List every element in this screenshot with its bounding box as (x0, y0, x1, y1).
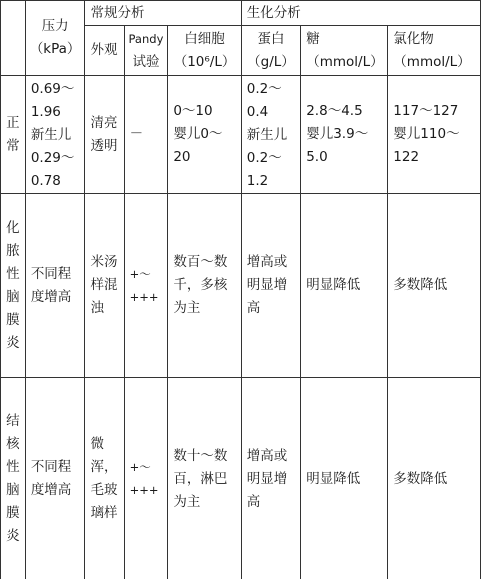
row-label (1, 76, 26, 194)
cell-line: 0.2～ (246, 150, 282, 166)
cell-line: 数百～数 (173, 254, 228, 270)
cell-line: 正 (6, 114, 20, 131)
cell-line: 5.0 (306, 149, 328, 165)
cell-line: 炎 (6, 528, 20, 544)
cell-line: 化 (6, 219, 20, 236)
cell-line: 璃样 (90, 505, 118, 521)
cell-sugar (301, 76, 388, 194)
table-row-normal (1, 76, 481, 194)
cell-line: － (129, 126, 144, 142)
cell-sugar (301, 194, 388, 378)
cell-line: 炎 (6, 334, 20, 351)
cell-line: 透明 (90, 137, 118, 154)
cell-line: 浑， (90, 459, 118, 475)
cell-line: 为主 (173, 300, 201, 316)
cell-line: 0.4 (246, 104, 269, 120)
cell-line: 新生儿 (246, 127, 288, 143)
cell-line: +++ (129, 483, 159, 497)
cell-chloride (388, 76, 481, 194)
cell-line: 20 (173, 149, 191, 165)
header-pandy-test: 试验 (132, 53, 160, 70)
cell-line: 高 (246, 300, 261, 316)
cell-line: 核 (6, 436, 20, 452)
header-routine-group: 常规分析 (85, 1, 241, 26)
header-appearance: 外观 (85, 26, 124, 76)
cell-line: 性 (6, 459, 20, 475)
cell-line: 脑 (6, 482, 20, 498)
cell-appearance (85, 194, 124, 378)
cell-chloride (388, 194, 481, 378)
header-sugar-unit: （mmol/L） (306, 53, 384, 70)
cell-protein (241, 378, 300, 579)
cell-chloride (388, 378, 481, 579)
header-chloride-name: 氯化物 (393, 30, 434, 47)
cell-wbc (168, 378, 241, 579)
header-wbc-name: 白细胞 (184, 30, 225, 47)
cell-line: 1.96 (30, 104, 61, 120)
cell-line: 122 (393, 149, 420, 165)
cell-line: 1.2 (246, 173, 269, 189)
cell-line: 多数降低 (393, 277, 448, 293)
header-chloride (388, 26, 481, 76)
cell-line: 2.8～4.5 (306, 103, 363, 119)
cell-line: 婴儿0～ (173, 126, 223, 142)
cell-line: 浊 (90, 300, 104, 316)
cell-line: +++ (129, 289, 159, 304)
cell-line: 微 (90, 436, 104, 452)
cell-line: 明显降低 (306, 470, 361, 487)
cell-line: 结 (6, 413, 20, 429)
cell-line: 增高或 (246, 447, 288, 464)
cell-wbc (168, 194, 241, 378)
cell-wbc (168, 76, 241, 194)
header-pandy (124, 26, 168, 76)
cell-line: 膜 (6, 311, 20, 328)
cell-line: 脓 (6, 242, 20, 259)
row-label (1, 378, 26, 579)
header-pressure-title: 压力 (41, 18, 69, 34)
cell-line: 0～10 (173, 103, 213, 119)
header-protein-name: 蛋白 (257, 30, 285, 47)
cell-line: 样混 (90, 277, 118, 293)
header-wbc (168, 26, 241, 76)
cell-line: 婴儿3.9～ (306, 126, 369, 142)
cell-line: 米汤 (90, 254, 118, 270)
cell-pandy (124, 194, 168, 378)
table-row-tuberculous (1, 378, 481, 579)
cell-line: 百，淋巴 (173, 470, 228, 487)
header-wbc-unit: （10⁶/L） (173, 53, 236, 70)
cell-line: 多数降低 (393, 470, 448, 487)
header-sugar-name: 糖 (306, 30, 320, 47)
cell-line: 明显增 (246, 470, 288, 487)
cell-line: +～ (129, 460, 151, 474)
cell-line: 0.78 (30, 173, 61, 189)
cell-pandy (124, 76, 168, 194)
header-group-row (1, 1, 481, 26)
header-pressure (25, 1, 85, 76)
cell-pressure (25, 378, 85, 579)
cell-line: 常 (6, 137, 20, 154)
cell-line: 明显降低 (306, 277, 361, 293)
cell-line: 0.2～ (246, 81, 282, 97)
cell-line: 膜 (6, 505, 20, 521)
cell-line: 不同程 (30, 459, 72, 475)
cell-line: 0.69～ (30, 81, 75, 97)
cell-line: 脑 (6, 288, 20, 305)
cell-appearance (85, 76, 124, 194)
cell-line: 性 (6, 265, 20, 282)
cell-line: 增高或 (246, 254, 288, 270)
cell-line: 度增高 (30, 482, 72, 498)
cell-protein (241, 76, 300, 194)
header-biochem-group: 生化分析 (241, 1, 480, 26)
cell-pressure (25, 194, 85, 378)
cell-line: 不同程 (30, 265, 72, 282)
cell-line: 度增高 (30, 288, 72, 305)
header-pandy-name: Pandy (128, 31, 164, 46)
header-sugar (301, 26, 388, 76)
table-row-purulent (1, 194, 481, 378)
cell-line: 为主 (173, 493, 201, 510)
row-label (1, 194, 26, 378)
cell-line: 清亮 (90, 114, 118, 131)
cell-line: 117～127 (393, 103, 459, 119)
cell-appearance (85, 378, 124, 579)
cell-line: 毛玻 (90, 482, 118, 498)
cell-protein (241, 194, 300, 378)
header-pressure-unit: （kPa） (29, 41, 81, 57)
cell-sugar (301, 378, 388, 579)
cell-line: 0.29～ (30, 150, 75, 166)
cell-pressure (25, 76, 85, 194)
cell-line: +～ (129, 266, 151, 281)
cell-line: 婴儿110～ (393, 126, 460, 142)
header-chloride-unit: （mmol/L） (393, 53, 471, 70)
cell-line: 新生儿 (30, 127, 72, 143)
header-protein-unit: （g/L） (247, 53, 295, 70)
cell-line: 数十～数 (173, 447, 228, 464)
cell-pandy (124, 378, 168, 579)
cell-line: 高 (246, 493, 261, 510)
header-protein (241, 26, 300, 76)
cell-line: 明显增 (246, 277, 288, 293)
cell-line: 千，多核 (173, 277, 228, 293)
corner-cell (1, 1, 26, 76)
